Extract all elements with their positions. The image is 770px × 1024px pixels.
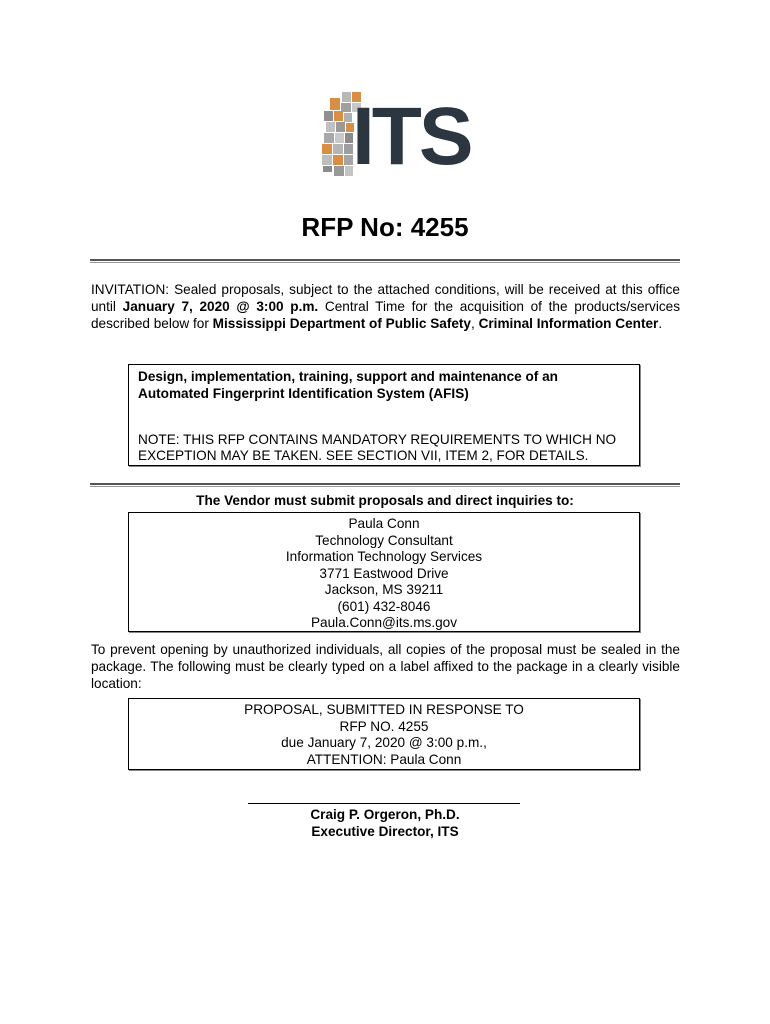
section-divider: [90, 483, 680, 487]
signatory-title: Executive Director, ITS: [311, 824, 459, 839]
invitation-agency: Mississippi Department of Public Safety: [212, 316, 471, 331]
invitation-lead: INVITATION: Sealed proposals, subject to the attached conditions, will be received at this office until: [91, 282, 680, 314]
scope-note-line-1: NOTE: THIS RFP CONTAINS MANDATORY REQUIREMENTS TO WHICH NO: [138, 432, 617, 447]
contact-city: Jackson, MS 39211: [324, 582, 444, 597]
contact-name: Paula Conn: [348, 516, 420, 531]
signatory-name: Craig P. Orgeron, Ph.D.: [310, 807, 460, 822]
contact-org: Information Technology Services: [285, 549, 483, 564]
scope-description: [138, 368, 628, 402]
label-line-4: ATTENTION: Paula Conn: [306, 751, 462, 767]
invitation-center: Criminal Information Center: [478, 316, 659, 331]
contact-phone: (601) 432-8046: [337, 598, 431, 614]
package-label-box: [128, 698, 640, 770]
scope-note-line-2: EXCEPTION MAY BE TAKEN. SEE SECTION VII, ITEM 2, FOR DETAILS.: [138, 448, 589, 463]
label-line-1: PROPOSAL, SUBMITTED IN RESPONSE TO: [244, 702, 524, 717]
scope-line-2: Automated Fingerprint Identification System (AFIS): [138, 386, 469, 401]
invitation-mid: Central Time for the acquisition of the products/services described below for: [91, 299, 681, 331]
rfp-title: RFP No: 4255: [301, 212, 469, 242]
invitation-comma: ,: [471, 316, 479, 331]
invitation-deadline: January 7, 2020 @ 3:00 p.m.: [122, 299, 319, 314]
its-logo-text: ITS: [352, 91, 471, 182]
submit-heading: The Vendor must submit proposals and direct inquiries to:: [196, 493, 574, 508]
invitation-paragraph: [91, 281, 680, 332]
label-line-3: due January 7, 2020 @ 3:00 p.m.,: [281, 735, 487, 750]
scope-box: [128, 364, 640, 466]
contact-street: 3771 Eastwood Drive: [319, 565, 449, 581]
sealing-instructions: To prevent opening by unauthorized individuals, all copies of the proposal must be sealed in the package. The following must be clearly typed on a label affixed to the package in a clearly visible location:: [91, 642, 680, 691]
title-divider: [90, 259, 680, 263]
contact-role: Technology Consultant: [315, 532, 453, 548]
label-line-2: RFP NO. 4255: [339, 718, 429, 734]
contact-email[interactable]: Paula.Conn@its.ms.gov: [310, 615, 458, 630]
contact-box: [128, 512, 640, 632]
invitation-end: .: [658, 316, 663, 331]
scope-line-1: Design, implementation, training, support and maintenance of an: [138, 369, 558, 384]
signature-line: [248, 803, 520, 804]
